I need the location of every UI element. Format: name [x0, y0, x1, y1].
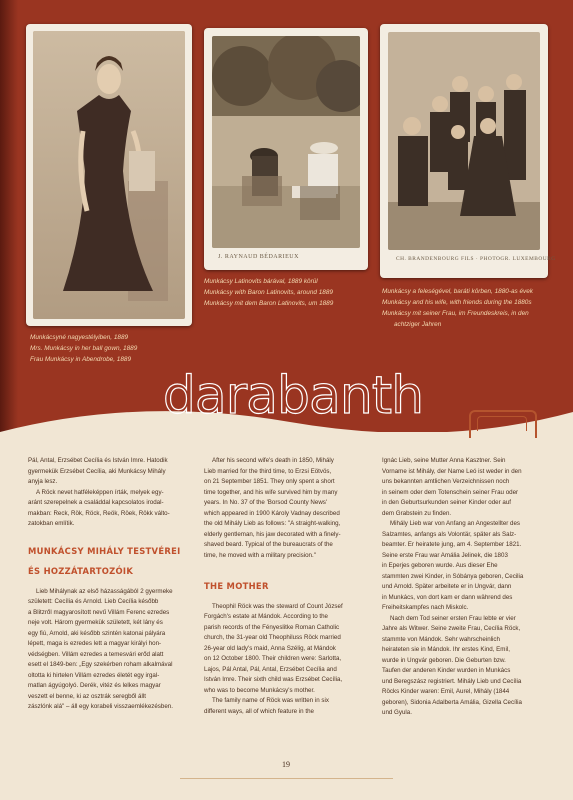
- text-line: heirateten sie in Mándok. Ihr erstes Kind, Emil,: [382, 646, 510, 653]
- text-line: Ignác Lieb, seine Mutter Anna Kasztner. Sein: [382, 457, 506, 464]
- section-heading: ÉS HOZZÁTARTOZÓIK: [28, 566, 134, 576]
- text-line: védségben. Villám ezredes a temesvári erőd alatt: [28, 650, 164, 658]
- section-heading: THE MOTHER: [204, 581, 269, 591]
- garden-scene-image: [212, 36, 360, 248]
- column-hungarian: [28, 456, 194, 713]
- photographer-stamp: CH. BRANDENBOURG FILS · PHOTOGR. LUXEMBOURG: [396, 256, 556, 262]
- text-line: neje volt. Három gyermekük született, két lány és: [28, 619, 163, 626]
- caption-photo3: [382, 286, 533, 330]
- text-line: makban: Reck, Rök, Röck, Reök, Röek, Rökk válto-: [28, 509, 170, 517]
- text-line: on 12 October 1800. Their children were: Sarlotta,: [204, 655, 342, 662]
- text-line: Jahre als Witwer. Seine zweite Frau, Cecília Röck,: [382, 625, 521, 632]
- text-line: matlan ágyúgolyó. Derék, vitéz és lelkes magyar: [28, 682, 161, 689]
- text-line: time, he moved with a military precision.": [204, 551, 316, 559]
- text-line: Salzamtes, anfangs als Volontär, später als Salz-: [382, 530, 517, 538]
- caption-line: achtziger Jahren: [394, 321, 442, 328]
- text-line: in Munkács, von dort kam er dann während des: [382, 593, 513, 601]
- text-line: in den Geburtsurkunden seiner Kinder oder auf: [382, 499, 511, 506]
- text-line: Vorname ist Mihály, der Name Leó ist weder in den: [382, 467, 522, 475]
- caption-line: Munkácsy mit seiner Frau, im Freundeskreis, in den: [382, 310, 529, 317]
- text-line: und Gyula.: [382, 709, 412, 716]
- text-line: wurde in Ungvár geboren. Die Geburten bzw.: [382, 656, 506, 664]
- text-line: 26-year old lady's maid, Anna Szélig, at Mándok: [204, 644, 336, 652]
- text-line: Lieb Mihálynak az első házasságából 2 gyermeke: [36, 587, 173, 595]
- text-line: the old Mihály Lieb as follows: "A straight-walking,: [204, 520, 341, 527]
- text-line: on 21 September 1851. They only spent a short: [204, 478, 335, 485]
- text-line: in Eperjes geboren wurde. Aus dieser Ehe: [382, 562, 498, 569]
- text-line: A Röck nevet hatféleképpen írták, melyek egy-: [36, 488, 164, 496]
- text-line: Röcks Kinder waren: Emil, Aurel, Mihály (1844: [382, 688, 510, 695]
- photo-mrs-munkacsy: [26, 24, 192, 326]
- caption-line: Munkácsy mit dem Baron Latinovits, um 1889: [204, 300, 334, 307]
- text-line: und Arnold. Später arbeitete er in Ungvár, dann: [382, 583, 512, 590]
- text-line: aránt szerepelnek a családdal kapcsolatos irodal-: [28, 499, 164, 506]
- caption-line: Munkácsy with Baron Latinovits, around 1889: [204, 289, 333, 296]
- section-heading: MUNKÁCSY MIHÁLY TESTVÉREI: [28, 545, 181, 556]
- group-portrait-image: [388, 32, 540, 250]
- text-line: uns bekannten amtlichen Verzeichnissen noch: [382, 478, 510, 485]
- decorative-ornament: [469, 410, 537, 438]
- text-line: which appeared in 1900 Károly Vadnay described: [204, 509, 340, 517]
- text-line: Freiheitskampfes nach Miskolc.: [382, 604, 469, 611]
- text-line: Taufen der anderen Kinder wurden in Munkács: [382, 667, 511, 674]
- text-line: oltotta ki hirtelen Villám ezredes életét egy irgal-: [28, 671, 160, 679]
- watermark-logo: darabanth: [162, 366, 424, 426]
- text-line: und Beregszász registriert. Mihály Lieb und Cecília: [382, 677, 522, 685]
- text-line: lépett, maga is ezredes lett a magyar királyi hon-: [28, 640, 162, 647]
- text-line: Lajos, Pál Antal, Pál, Antal, Erzsébet Cecília and: [204, 665, 337, 673]
- text-line: stammten zwei Kinder, in Sóbánya geboren, Cecilia: [382, 572, 524, 580]
- text-line: stammte von Mándok. Sehr wahrscheinlich: [382, 635, 500, 643]
- text-line: zatokban említik.: [28, 520, 75, 527]
- column-english: [204, 456, 372, 717]
- text-line: Forgách's estate at Mándok. According to the: [204, 613, 328, 620]
- text-line: parish records of the Fényeslitke Roman Catholic: [204, 623, 340, 631]
- text-line: dem Grabstein zu finden.: [382, 509, 452, 517]
- portrait-image: [33, 31, 185, 319]
- footer-divider: [180, 778, 393, 779]
- caption-line: Munkácsyné nagyestélyiben, 1889: [30, 334, 129, 341]
- text-line: veszett el benne, ki az osztrák seregből állt: [28, 692, 146, 700]
- text-line: different ways, all of which feature in the: [204, 707, 314, 715]
- text-line: egy fiú, Arnold, aki később szintén katonai pályára: [28, 629, 166, 637]
- text-line: years. In No. 37 of the 'Borsod County News': [204, 499, 328, 506]
- caption-photo2: [204, 276, 333, 309]
- caption-photo1: [30, 332, 137, 365]
- text-line: Theophil Röck was the steward of Count József: [212, 602, 343, 610]
- text-line: gyermekük Erzsébet Cecília, aki Munkácsy Mihály: [28, 467, 166, 475]
- text-line: beamter. Er heiratete jung, am 4. September 1821.: [382, 541, 522, 548]
- text-line: shaved beard. Typical of the bureaucrats of the: [204, 541, 333, 548]
- text-line: Seine erste Frau war Amália Jelinek, die 1803: [382, 551, 508, 559]
- text-line: church, the 31-year old Theophiluss Röck married: [204, 634, 341, 641]
- text-line: geboren), Sidonia Adalberta Amália, Gizella Cecília: [382, 698, 522, 706]
- text-line: a Blitzről magyarosított nevű Villám Ferenc ezredes: [28, 608, 170, 616]
- text-line: anyja lesz.: [28, 478, 58, 485]
- text-line: in seinem oder dem Totenschein seiner Frau oder: [382, 488, 519, 496]
- caption-line: Mrs. Munkácsy in her ball gown, 1889: [30, 345, 138, 352]
- text-line: time together, and his wife survived him by many: [204, 488, 338, 496]
- text-line: Nach dem Tod seiner ersten Frau lebte er vier: [390, 614, 516, 622]
- photo-munkacsy-latinovits: [204, 28, 368, 270]
- text-line: After his second wife's death in 1850, Mihály: [212, 457, 334, 464]
- text-line: Pál, Antal, Erzsébet Cecília és István Imre. Hatodik: [28, 457, 168, 464]
- text-line: István Imre. Their sixth child was Erzsébet Cecília,: [204, 676, 343, 683]
- caption-line: Munkácsy Latinovits bárával, 1889 körül: [204, 278, 318, 285]
- page-number: 19: [282, 760, 290, 769]
- text-line: elderly gentleman, his jaw decorated with a finely-: [204, 530, 341, 538]
- text-line: Mihály Lieb war von Anfang an Angestellter des: [390, 520, 521, 527]
- photo-munkacsy-friends: [380, 24, 556, 278]
- photographer-stamp: J. RAYNAUD BÉDARIEUX: [218, 254, 299, 260]
- text-line: who was to become Munkácsy's mother.: [204, 686, 315, 694]
- caption-line: Munkácsy and his wife, with friends during the 1880s: [382, 299, 532, 306]
- text-line: The family name of Röck was written in six: [212, 697, 329, 704]
- text-line: született: Cecília és Arnold. Lieb Cecília később: [28, 598, 159, 605]
- column-german: [382, 456, 550, 719]
- text-line: Lieb married for the third time, to Erzsi Eötvös,: [204, 467, 332, 475]
- caption-line: Frau Munkácsy in Abendrobe, 1889: [30, 356, 132, 363]
- text-line: zászlónk alá" – áll egy korabeli visszaemlékezésben.: [28, 703, 173, 710]
- text-line: esett el 1849-ben: „Egy szekérben roham alkalmával: [28, 661, 173, 668]
- caption-line: Munkácsy a feleségével, baráti körben, 1880-as évek: [382, 288, 533, 295]
